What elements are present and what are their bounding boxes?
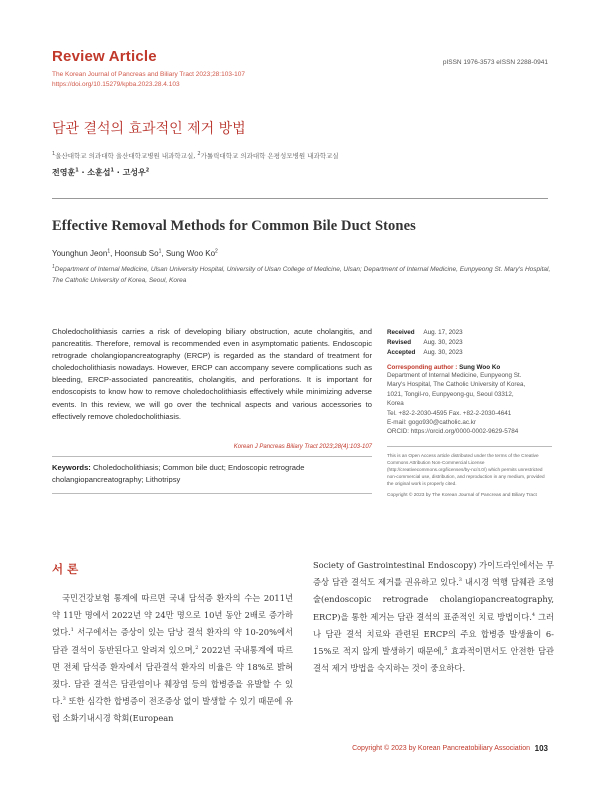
divider — [52, 456, 372, 457]
page-number: 103 — [534, 744, 548, 753]
english-affiliations: $^1$Department of Internal Medicine, Ulsan University Hospital, University of Ulsan College of Medicine, Ulsan; Department of Internal Medicine, Eunpyeong St. Mary's Hospital, The Catholic University of Korea, Seoul, Korea — [52, 263, 551, 284]
corr-address: 1021, Tongil-ro, Eunpyeong-gu, Seoul 03312, — [387, 390, 514, 398]
journal-citation: The Korean Journal of Pancreas and Biliary Tract 2023;28:103-107 — [52, 71, 245, 78]
doi-link[interactable]: https://doi.org/10.15279/kpba.2023.28.4.103 — [52, 81, 180, 88]
revised-date: Revised Aug. 30, 2023 — [387, 339, 463, 346]
journal-copyright: Copyright © 2023 by The Korean Journal of Pancreas and Biliary Tract — [387, 493, 537, 499]
footer-copyright: Copyright © 2023 by Korean Pancreatobiliary Association — [352, 745, 530, 752]
corresponding-author: Corresponding author : Sung Woo Ko — [387, 364, 501, 371]
section-heading-introduction: 서 론 — [52, 562, 79, 576]
korean-authors: 전영훈$^1$ · 소훈섭$^1$ · 고성우$^2$ — [52, 167, 150, 177]
article-info-sidebar — [387, 328, 552, 498]
english-title: Effective Removal Methods for Common Bile Duct Stones — [52, 218, 416, 234]
korean-affiliations: $^1$울산대학교 의과대학 울산대학교병원 내과학교실, $^2$가톨릭대학교 의과대학 은평성모병원 내과학교실 — [52, 150, 339, 160]
body-column-left: 국민건강보험 통계에 따르면 국내 담석증 환자의 수는 2011년 약 11만 명에서 2022년 약 24만 명으로 10년 동안 2배로 증가하였다.$^1$ 서구에서는 증상이 있는 담낭 결석 환자의 약 10-20%에서 담관 결석이 동반된다고 알려져 있으며,$^2$ 2022년 국내통계에 따르면 전체 담석증 환자에서 담관결석 환자의 비율은 약 18%로 밝혀졌다. 담관 결석은 담관염이나 췌장염 등의 합병증을 유발할 수 있다.$^3$ 또한 심각한 합병증이 전조증상 없이 발생할 수 있기 때문에 유럽 소화기내시경 학회(European — [52, 593, 293, 724]
corr-email[interactable]: E-mail: gogo930@catholic.ac.kr — [387, 419, 476, 427]
corr-phone: Tel. +82-2-2030-4595 Fax. +82-2-2030-4641 — [387, 409, 512, 417]
issn-info: pISSN 1976-3573 eISSN 2288-0941 — [442, 59, 548, 66]
received-date: Received Aug. 17, 2023 — [387, 329, 463, 336]
divider — [52, 493, 372, 494]
accepted-date: Accepted Aug. 30, 2023 — [387, 349, 463, 356]
corr-orcid[interactable]: ORCID: https://orcid.org/0000-0002-9629-5784 — [387, 428, 519, 436]
license-notice: This is an Open Access article distributed under the terms of the Creative Commons Attribution Non-Commercial License (http://creativecommons.org/licenses/by-nc/4.0/) which permits unrestricted non-commercial use, distribution, and reproduction in any medium, provided the original work is properly cited. — [387, 452, 545, 487]
corr-address: Korea — [387, 400, 404, 408]
divider — [52, 198, 548, 199]
body-column-right: Society of Gastrointestinal Endoscopy) 가이드라인에서는 무증상 담관 결석도 제거를 권유하고 있다.$^3$ 내시경 역행 담췌관 조영술(endoscopic retrograde cholangiopancreatography, ERCP)을 통한 제거는 담관 결석의 표준적인 치료 방법이다.$^4$ 그러나 담관 결석 치료와 관련된 ERCP의 주요 합병증 발생율이 6-15%로 적지 않게 발생하기 때문에,$^5$ 효과적이면서도 안전한 담관 결석 제거 방법을 숙지하는 것이 중요하다. — [313, 560, 555, 674]
korean-title: 담관 결석의 효과적인 제거 방법 — [52, 121, 246, 137]
abstract-citation: Korean J Pancreas Biliary Tract 2023;28(4):103-107 — [233, 444, 372, 450]
divider — [387, 446, 552, 447]
corr-address: Mary's Hospital, The Catholic University of Korea, — [387, 381, 526, 389]
abstract-text: Choledocholithiasis carries a risk of developing biliary obstruction, acute cholangitis, and pancreatitis. Therefore, removal is recommended even in asymptomatic patients. Endoscopic retrograde cholangiopancreatography (ERCP) is regarded as the standard of treatment for choledocholithiasis nowadays. However, ERCP can accompany severe complications such as bleeding, ERCP-associated pancreatitis, cholangitis, and perforations. It is important for endoscopists to know how to remove choledocholithiasis effectively while minimizing adverse events. In this review, we will go over the technical aspects and various accessories to effectively remove choledocholithiasis. — [52, 327, 372, 421]
english-authors: Younghun Jeon$^1$, Hoonsub So$^1$, Sung Woo Ko$^2$ — [52, 248, 218, 258]
keywords: Keywords: Choledocholithiasis; Common bile duct; Endoscopic retrograde cholangiopancreatography; Lithotripsy — [52, 463, 305, 484]
corr-address: Department of Internal Medicine, Eunpyeong St. — [387, 372, 522, 379]
article-type-label: Review Article — [52, 48, 157, 65]
